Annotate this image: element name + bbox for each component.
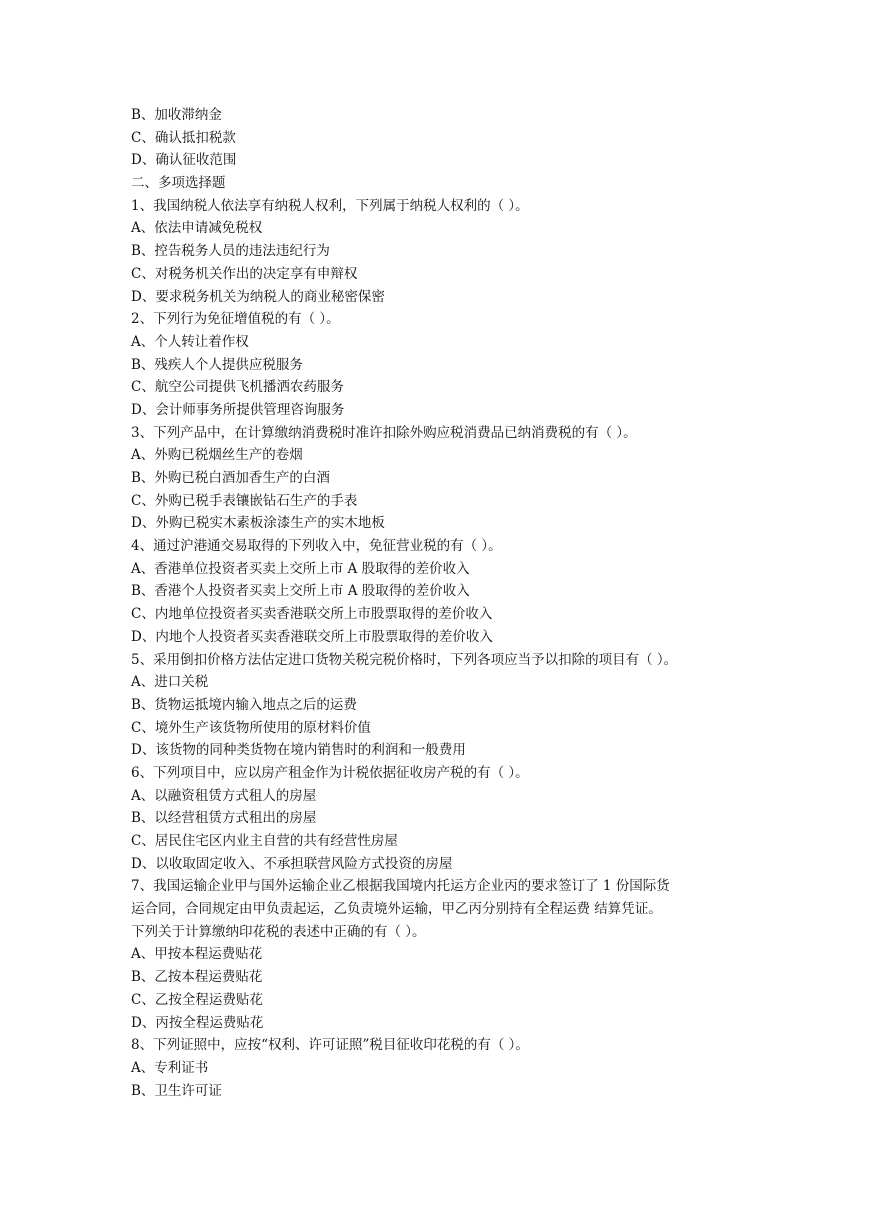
option-d: D、内地个人投资者买卖香港联交所上市股票取得的差价收入	[131, 628, 493, 645]
option-b: B、控告税务人员的违法违纪行为	[131, 243, 330, 260]
option-a: A、香港单位投资者买卖上交所上市 A 股取得的差价收入	[131, 560, 470, 577]
section-heading: 二、多项选择题	[131, 175, 226, 192]
question-7-continued: 运合同，合同规定由甲负责起运，乙负责境外运输，甲乙丙分别持有全程运费 结算凭证。	[131, 901, 662, 918]
option-c: C、航空公司提供飞机播洒农药服务	[131, 379, 344, 396]
question-8: 8、下列证照中，应按“权利、许可证照”税目征收印花税的有（ ）。	[131, 1037, 529, 1054]
question-5: 5、采用倒扣价格方法估定进口货物关税完税价格时，下列各项应当予以扣除的项目有（ ）。	[131, 651, 678, 668]
option-a: A、以融资租赁方式租人的房屋	[131, 787, 317, 804]
question-3: 3、下列产品中，在计算缴纳消费税时准许扣除外购应税消费品已纳消费税的有（ ）。	[131, 424, 637, 441]
option-d: D、该货物的同种类货物在境内销售时的利润和一般费用	[131, 742, 466, 759]
option-d: D、丙按全程运费贴花	[131, 1014, 264, 1031]
option-c: C、对税务机关作出的决定享有申辩权	[131, 265, 358, 282]
option-c: C、居民住宅区内业主自营的共有经营性房屋	[131, 833, 398, 849]
option-a: A、个人转让着作权	[131, 333, 249, 350]
option-c: C、外购已税手表镶嵌钻石生产的手表	[131, 492, 358, 509]
option-d: D、以收取固定收入、不承担联营风险方式投资的房屋	[131, 855, 453, 872]
option-b: B、残疾人个人提供应税服务	[131, 356, 303, 373]
document-page	[131, 104, 751, 1102]
option-a: A、依法申请减免税权	[131, 220, 263, 237]
question-7-continued: 下列关于计算缴纳印花税的表述中正确的有（ ）。	[131, 923, 426, 940]
question-2: 2、下列行为免征增值税的有（ ）。	[131, 311, 340, 328]
option-d: D、要求税务机关为纳税人的商业秘密保密	[131, 288, 385, 305]
option-a: A、进口关税	[131, 674, 209, 691]
option-d: D、外购已税实木素板涂漆生产的实木地板	[131, 515, 385, 532]
question-7: 7、我国运输企业甲与国外运输企业乙根据我国境内托运方企业丙的要求签订了 1 份国际货	[131, 878, 670, 895]
option-d: D、确认征收范围	[131, 152, 237, 169]
option-c: C、乙按全程运费贴花	[131, 991, 263, 1008]
question-1: 1、我国纳税人依法享有纳税人权利，下列属于纳税人权利的（ ）。	[131, 197, 529, 214]
option-a: A、甲按本程运费贴花	[131, 946, 263, 963]
option-b: B、乙按本程运费贴花	[131, 969, 263, 986]
option-a: A、外购已税烟丝生产的卷烟	[131, 447, 303, 464]
option-c: C、确认抵扣税款	[131, 129, 236, 146]
option-d: D、会计师事务所提供管理咨询服务	[131, 401, 345, 418]
question-6: 6、下列项目中，应以房产租金作为计税依据征收房产税的有（ ）。	[131, 764, 529, 781]
option-b: B、香港个人投资者买卖上交所上市 A 股取得的差价收入	[131, 583, 470, 600]
option-b: B、货物运抵境内输入地点之后的运费	[131, 696, 357, 713]
option-b: B、卫生许可证	[131, 1082, 222, 1099]
option-c: C、内地单位投资者买卖香港联交所上市股票取得的差价收入	[131, 606, 493, 623]
option-a: A、专利证书	[131, 1059, 209, 1076]
option-b: B、外购已税白酒加香生产的白酒	[131, 470, 330, 486]
option-b: B、加收滞纳金	[131, 107, 222, 123]
option-b: B、以经营租赁方式租出的房屋	[131, 810, 317, 827]
question-4: 4、通过沪港通交易取得的下列收入中，免征营业税的有（ ）。	[131, 538, 502, 555]
option-c: C、境外生产该货物所使用的原材料价值	[131, 719, 371, 736]
